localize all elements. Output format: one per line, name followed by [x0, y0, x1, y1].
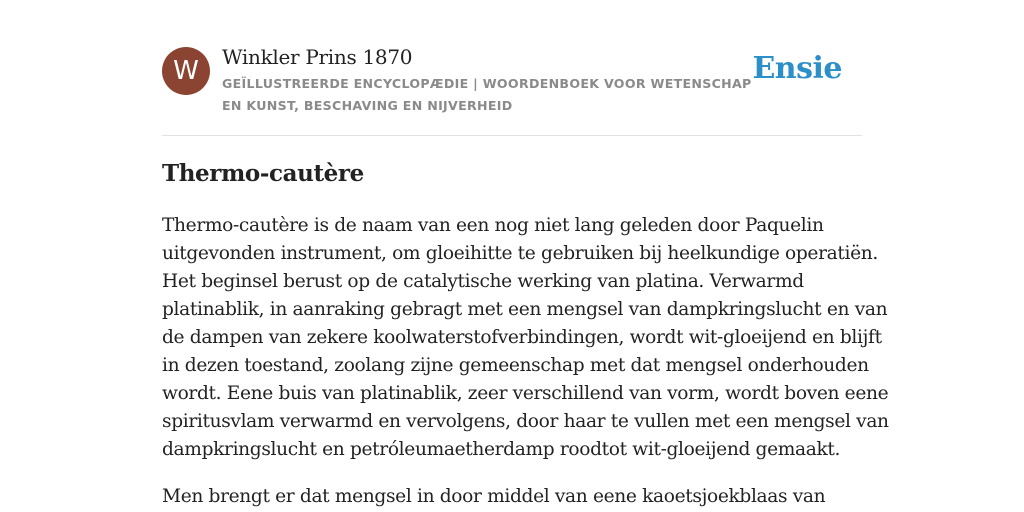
source-header	[162, 45, 862, 115]
text-line: uitgevonden instrument, om gloeihitte te gebruiken bij heelkundige operatiën.	[162, 243, 878, 264]
text-line: in dezen toestand, zoolang zijne gemeenschap met dat mengsel onderhouden	[162, 355, 869, 376]
text-line: platinablik, in aanraking gebragt met een mengsel van dampkringslucht en van	[162, 299, 888, 320]
avatar[interactable]: W	[162, 47, 210, 95]
source-title[interactable]: Winkler Prins 1870	[222, 45, 413, 69]
text-line: dampkringslucht en petróleumaetherdamp roodtot wit-gloeijend gemaakt.	[162, 439, 841, 460]
text-line: de dampen van zekere koolwaterstofverbindingen, wordt wit-gloeijend en blijft	[162, 327, 882, 348]
text-line: Thermo-cautère is de naam van een nog niet lang geleden door Paquelin	[162, 215, 824, 236]
paragraph	[162, 212, 889, 464]
text-line: Men brengt er dat mengsel in door middel van eene kaoetsjoekblaas van	[162, 486, 826, 507]
text-line: spiritusvlam verwarmd en vervolgens, door haar te vullen met een mengsel van	[162, 411, 889, 432]
text-line: wordt. Eene buis van platinablik, zeer verschillend van vorm, wordt boven eene	[162, 383, 889, 404]
divider	[162, 135, 862, 136]
ensie-logo[interactable]: Ensie	[752, 51, 842, 86]
source-subtitle: GEÏLLUSTREERDE ENCYCLOPÆDIE | WOORDENBOEK VOOR WETENSCHAP EN KUNST, BESCHAVING EN NIJVERHEID	[222, 76, 752, 113]
article-body	[162, 212, 889, 512]
article-title: Thermo-cautère	[162, 160, 364, 187]
paragraph	[162, 483, 862, 511]
text-line: Het beginsel berust op de catalytische werking van platina. Verwarmd	[162, 271, 804, 292]
